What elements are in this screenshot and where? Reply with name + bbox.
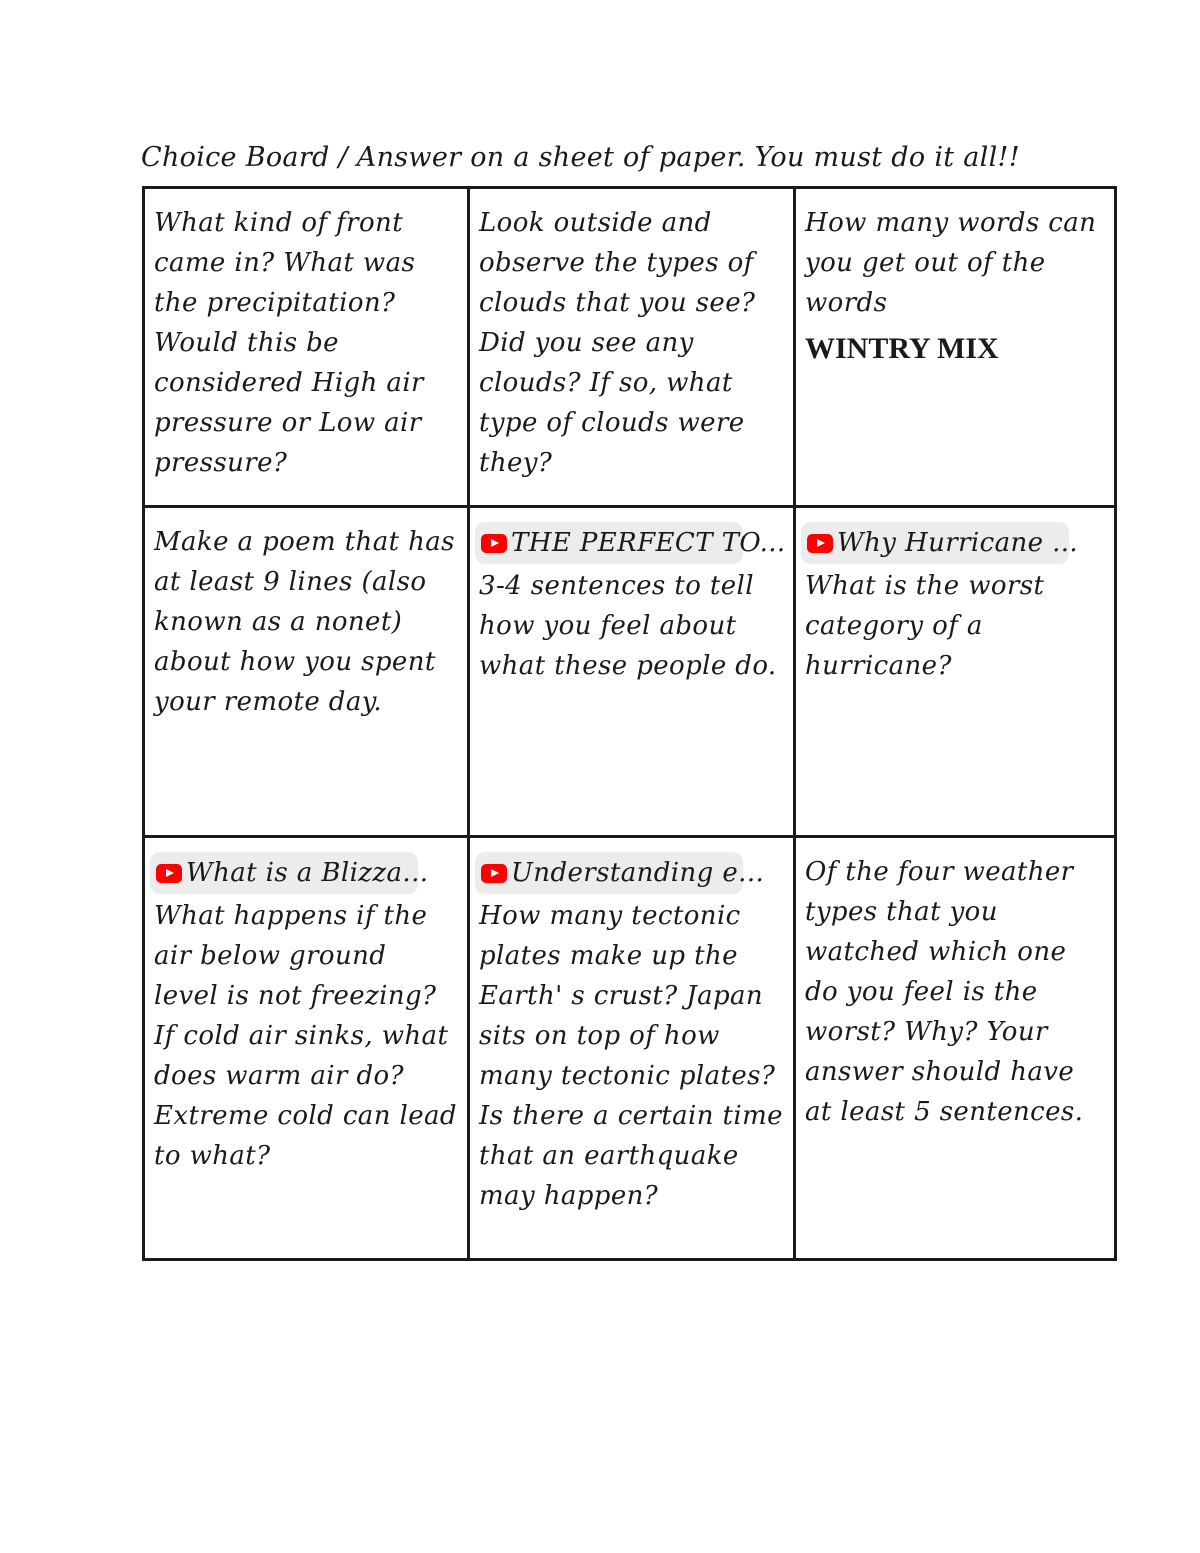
cell-text: Make a poem that has at least 9 lines (also known as a nonet) about how you spent your remote day. (154, 527, 455, 717)
cell-text: What happens if the air below ground level is not freezing? If cold air sinks, what does warm air do? Extreme cold can lead to what? (154, 901, 457, 1171)
youtube-link-chip[interactable] (475, 522, 786, 564)
choice-board-table (142, 186, 1117, 1261)
board-cell-r2c1 (144, 507, 469, 837)
board-cell-r3c1 (144, 837, 469, 1260)
youtube-icon (156, 864, 182, 883)
cell-text: Of the four weather types that you watched which one do you feel is the worst? Why? Your answer should have at least 5 sentences. (805, 857, 1084, 1127)
cell-text: How many tectonic plates make up the Earth' s crust? Japan sits on top of how many tectonic plates? Is there a certain time that an earthquake may happen? (479, 901, 783, 1211)
cell-text: What kind of front came in? What was the precipitation? Would this be considered High air pressure or Low air pressure? (154, 208, 424, 478)
youtube-link-title: What is a Blizza... (186, 858, 429, 888)
youtube-link-chip[interactable] (150, 852, 429, 894)
cell-text: Look outside and observe the types of clouds that you see? Did you see any clouds? If so, what type of clouds were they? (479, 208, 756, 478)
youtube-icon (481, 864, 507, 883)
board-cell-r1c1 (144, 188, 469, 507)
cell-text: 3-4 sentences to tell how you feel about what these people do. (479, 571, 777, 681)
youtube-link-title: THE PERFECT TO... (511, 528, 786, 558)
board-cell-r2c2 (469, 507, 795, 837)
board-cell-r3c3 (795, 837, 1116, 1260)
table-row (144, 188, 1116, 507)
board-cell-r3c2 (469, 837, 795, 1260)
youtube-link-chip[interactable] (801, 522, 1079, 564)
table-row (144, 837, 1116, 1260)
youtube-link-title: Why Hurricane ... (837, 528, 1079, 558)
table-row (144, 507, 1116, 837)
cell-text: What is the worst category of a hurricane? (805, 571, 1045, 681)
cell-text: How many words can you get out of the words (805, 208, 1097, 318)
youtube-link-title: Understanding e... (511, 858, 765, 888)
youtube-icon (807, 534, 833, 553)
board-cell-r1c3 (795, 188, 1116, 507)
page-title: Choice Board / Answer on a sheet of paper. You must do it all!! (141, 142, 1020, 173)
board-cell-r1c2 (469, 188, 795, 507)
youtube-link-chip[interactable] (475, 852, 765, 894)
wintry-mix-heading: WINTRY MIX (805, 332, 999, 365)
youtube-icon (481, 534, 507, 553)
board-cell-r2c3 (795, 507, 1116, 837)
